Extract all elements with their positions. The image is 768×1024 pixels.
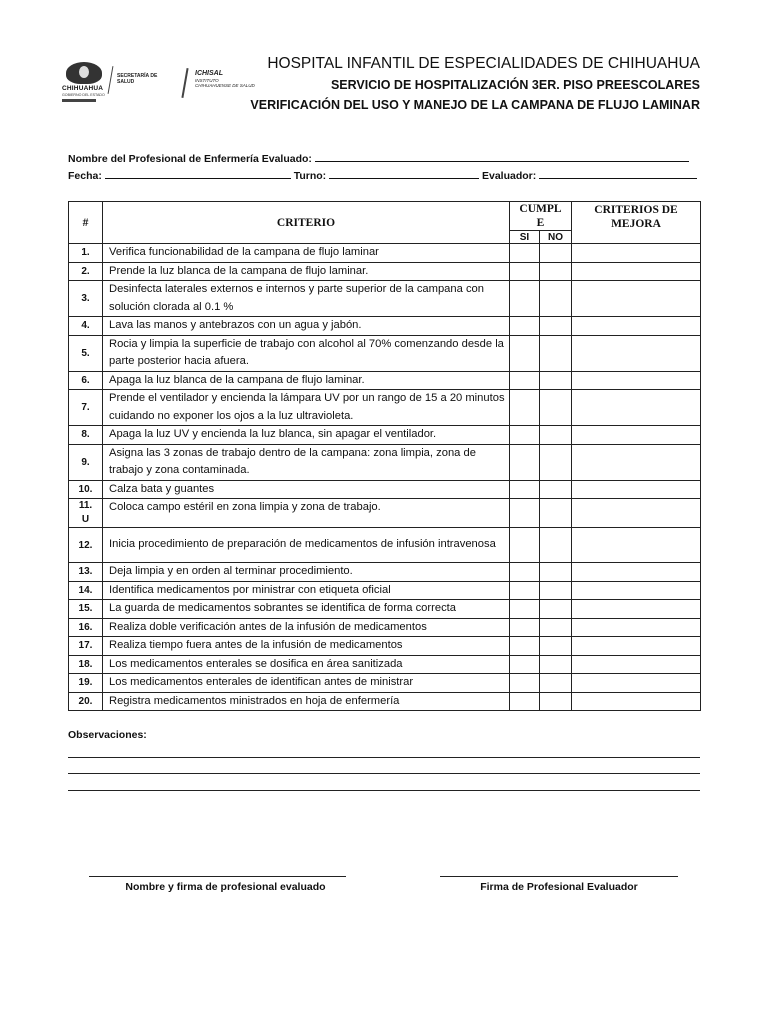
cell-no[interactable] <box>540 581 572 600</box>
logo-stripe <box>62 99 96 102</box>
evaluator-signature-line[interactable] <box>440 876 678 877</box>
row-number-text: 16. <box>78 621 93 633</box>
table-row <box>69 581 701 600</box>
criteria-table-body <box>69 244 701 711</box>
row-number-text: 3. <box>81 293 90 304</box>
logo-sub: GOBIERNO DEL ESTADO <box>62 93 105 97</box>
row-number-text: 15. <box>78 603 93 615</box>
row-number-text: 14. <box>78 584 93 596</box>
logo-word: CHIHUAHUA <box>62 85 104 92</box>
table-row <box>69 244 701 263</box>
row-number <box>69 244 103 263</box>
date-shift-row <box>68 168 697 182</box>
cell-no[interactable] <box>540 528 572 563</box>
criterion-text: Rocia y limpia la superficie de trabajo con alcohol al 70% comenzando desde la parte posterior hacia afuera. <box>103 335 510 371</box>
cell-mejora[interactable] <box>572 335 701 371</box>
cell-mejora[interactable] <box>572 480 701 499</box>
table-row <box>69 600 701 619</box>
table-row <box>69 371 701 390</box>
table-row <box>69 563 701 582</box>
cumple-line2: E <box>536 217 545 229</box>
row-number-text: 1. <box>81 247 90 259</box>
criterion-text: Realiza tiempo fuera antes de la infusión de medicamentos <box>103 637 510 656</box>
cell-si[interactable] <box>510 244 540 263</box>
row-number-text: 10. <box>78 483 93 495</box>
cell-si[interactable] <box>510 655 540 674</box>
row-number <box>69 618 103 637</box>
document-title: VERIFICACIÓN DEL USO Y MANEJO DE LA CAMPANA DE FLUJO LAMINAR <box>250 98 700 112</box>
table-row <box>69 528 701 563</box>
criterion-text: La guarda de medicamentos sobrantes se identifica de forma correcta <box>103 600 510 619</box>
row-number-text: 5. <box>81 347 90 359</box>
table-row <box>69 618 701 637</box>
cell-si[interactable] <box>510 444 540 480</box>
cell-si[interactable] <box>510 281 540 317</box>
row-number-text: 8. <box>81 429 90 441</box>
row-number <box>69 637 103 656</box>
row-number-text: 11. <box>78 500 93 511</box>
shift-input[interactable] <box>329 168 479 179</box>
row-number-text: 4. <box>81 320 90 332</box>
row-number-text: 20. <box>78 695 93 707</box>
cell-no[interactable] <box>540 281 572 317</box>
cell-mejora[interactable] <box>572 637 701 656</box>
table-row <box>69 655 701 674</box>
row-number <box>69 674 103 693</box>
cell-si[interactable] <box>510 581 540 600</box>
evaluator-signature-label: Firma de Profesional Evaluador <box>480 881 638 893</box>
col-cumple-header <box>510 202 572 231</box>
cell-no[interactable] <box>540 600 572 619</box>
table-row <box>69 480 701 499</box>
date-label: Fecha: <box>68 170 102 182</box>
cell-no[interactable] <box>540 563 572 582</box>
ichisal-logo-title: ICHISAL <box>195 70 223 77</box>
table-row <box>69 426 701 445</box>
state-emblem-icon <box>66 62 102 84</box>
row-number-suffix: U <box>81 514 90 525</box>
observations-line[interactable] <box>68 790 700 791</box>
row-number <box>69 317 103 336</box>
row-number <box>69 499 103 528</box>
row-number <box>69 444 103 480</box>
cell-si[interactable] <box>510 390 540 426</box>
criteria-table <box>68 201 701 711</box>
row-number <box>69 563 103 582</box>
cell-no[interactable] <box>540 390 572 426</box>
cell-si[interactable] <box>510 426 540 445</box>
cell-si[interactable] <box>510 335 540 371</box>
secretaria-logo-text: SECRETARÍA DE SALUD <box>117 73 158 85</box>
row-number <box>69 371 103 390</box>
table-row <box>69 674 701 693</box>
service-subtitle: SERVICIO DE HOSPITALIZACIÓN 3ER. PISO PREESCOLARES <box>330 78 700 92</box>
cell-mejora[interactable] <box>572 674 701 693</box>
cell-no[interactable] <box>540 674 572 693</box>
criterion-text: Los medicamentos enterales se dosifica en área sanitizada <box>103 655 510 674</box>
professional-field-row <box>68 151 689 165</box>
cell-mejora[interactable] <box>572 581 701 600</box>
cell-no[interactable] <box>540 262 572 281</box>
cell-si[interactable] <box>510 692 540 711</box>
criterion-text: Coloca campo estéril en zona limpia y zona de trabajo. <box>103 499 510 528</box>
cell-mejora[interactable] <box>572 371 701 390</box>
row-number-text: 12. <box>78 539 93 551</box>
table-row <box>69 444 701 480</box>
cell-mejora[interactable] <box>572 444 701 480</box>
observations-line[interactable] <box>68 773 700 774</box>
row-number-text: 18. <box>78 658 93 670</box>
col-mejora-header <box>572 202 701 244</box>
cell-no[interactable] <box>540 335 572 371</box>
cell-no[interactable] <box>540 618 572 637</box>
row-number-text: 7. <box>81 402 90 413</box>
row-number-text: 19. <box>78 677 93 689</box>
criterion-text: Prende el ventilador y encienda la lámpara UV por un rango de 15 a 20 minutos cuidando no exponer los ojos a la luz ultravioleta. <box>103 390 510 426</box>
criterion-text: Apaga la luz UV y encienda la luz blanca, sin apagar el ventilador. <box>103 426 510 445</box>
criterion-text: Identifica medicamentos por ministrar con etiqueta oficial <box>103 581 510 600</box>
table-row <box>69 637 701 656</box>
row-number-text: 13. <box>78 566 93 578</box>
table-row <box>69 281 701 317</box>
cell-si[interactable] <box>510 618 540 637</box>
cell-si[interactable] <box>510 563 540 582</box>
criterion-text: Lava las manos y antebrazos con un agua y jabón. <box>103 317 510 336</box>
row-number <box>69 281 103 317</box>
row-number <box>69 528 103 563</box>
cell-mejora[interactable] <box>572 528 701 563</box>
criterion-text: Apaga la luz blanca de la campana de flujo laminar. <box>103 371 510 390</box>
cell-mejora[interactable] <box>572 281 701 317</box>
cell-no[interactable] <box>540 317 572 336</box>
criterion-text: Verifica funcionabilidad de la campana de flujo laminar <box>103 244 510 263</box>
col-si-header: SI <box>510 231 540 244</box>
table-row <box>69 499 701 528</box>
cell-no[interactable] <box>540 655 572 674</box>
cell-si[interactable] <box>510 317 540 336</box>
cell-mejora[interactable] <box>572 692 701 711</box>
table-row <box>69 692 701 711</box>
cell-no[interactable] <box>540 444 572 480</box>
cell-mejora[interactable] <box>572 426 701 445</box>
cell-mejora[interactable] <box>572 390 701 426</box>
col-criterio-header: CRITERIO <box>103 202 510 244</box>
logos-group <box>62 52 255 107</box>
shift-label: Turno: <box>293 170 327 182</box>
cell-mejora[interactable] <box>572 600 701 619</box>
evaluator-label: Evaluador: <box>482 170 537 182</box>
row-number <box>69 581 103 600</box>
cell-no[interactable] <box>540 692 572 711</box>
evaluated-signature-label: Nombre y firma de profesional evaluado <box>125 881 326 893</box>
criterion-text: Deja limpia y en orden al terminar procedimiento. <box>103 563 510 582</box>
mejora-line2: MEJORA <box>611 218 661 230</box>
col-num-header: # <box>69 202 103 244</box>
cell-si[interactable] <box>510 528 540 563</box>
cell-mejora[interactable] <box>572 262 701 281</box>
evaluated-signature-line[interactable] <box>89 876 346 877</box>
cell-si[interactable] <box>510 371 540 390</box>
row-number <box>69 480 103 499</box>
cell-no[interactable] <box>540 637 572 656</box>
hospital-title: HOSPITAL INFANTIL DE ESPECIALIDADES DE CHIHUAHUA <box>267 55 700 72</box>
criterion-text: Inicia procedimiento de preparación de medicamentos de infusión intravenosa <box>103 528 510 563</box>
row-number <box>69 692 103 711</box>
criterion-text: Realiza doble verificación antes de la infusión de medicamentos <box>103 618 510 637</box>
cell-mejora[interactable] <box>572 563 701 582</box>
row-number <box>69 600 103 619</box>
cell-mejora[interactable] <box>572 317 701 336</box>
cell-no[interactable] <box>540 244 572 263</box>
cell-no[interactable] <box>540 371 572 390</box>
table-row <box>69 390 701 426</box>
cell-si[interactable] <box>510 637 540 656</box>
cell-mejora[interactable] <box>572 655 701 674</box>
row-number-text: 6. <box>81 374 90 386</box>
row-number <box>69 390 103 426</box>
cell-no[interactable] <box>540 426 572 445</box>
cell-mejora[interactable] <box>572 618 701 637</box>
observations-line[interactable] <box>68 757 700 758</box>
row-number-text: 9. <box>81 456 90 468</box>
row-number-text: 2. <box>81 265 90 277</box>
criterion-text: Calza bata y guantes <box>103 480 510 499</box>
table-row <box>69 317 701 336</box>
ichisal-logo-sub: INSTITUTO CHIHUAHUENSE DE SALUD <box>195 78 255 88</box>
table-row <box>69 262 701 281</box>
evaluator-input[interactable] <box>539 168 697 179</box>
professional-input[interactable] <box>315 151 689 162</box>
logo-divider <box>181 68 188 98</box>
criterion-text: Asigna las 3 zonas de trabajo dentro de la campana: zona limpia, zona de trabajo y zona contaminada. <box>103 444 510 480</box>
cell-si[interactable] <box>510 262 540 281</box>
row-number-text: 17. <box>78 640 93 652</box>
cell-mejora[interactable] <box>572 499 701 528</box>
logo-divider <box>108 66 114 94</box>
row-number <box>69 262 103 281</box>
table-row <box>69 335 701 371</box>
date-input[interactable] <box>105 168 291 179</box>
row-number <box>69 426 103 445</box>
criterion-text: Prende la luz blanca de la campana de flujo laminar. <box>103 262 510 281</box>
cell-mejora[interactable] <box>572 244 701 263</box>
criterion-text: Los medicamentos enterales de identifican antes de ministrar <box>103 674 510 693</box>
observations-label: Observaciones: <box>68 729 147 741</box>
cumple-line1: CUMPL <box>519 203 562 215</box>
criterion-text: Registra medicamentos ministrados en hoja de enfermería <box>103 692 510 711</box>
criterion-text: Desinfecta laterales externos e internos y parte superior de la campana con solución clorada al 0.1 % <box>103 281 510 317</box>
col-no-header: NO <box>540 231 572 244</box>
professional-label: Nombre del Profesional de Enfermería Evaluado: <box>68 153 312 165</box>
cell-si[interactable] <box>510 600 540 619</box>
row-number <box>69 335 103 371</box>
chihuahua-logo <box>62 52 106 107</box>
cell-no[interactable] <box>540 480 572 499</box>
cell-si[interactable] <box>510 480 540 499</box>
cell-si[interactable] <box>510 674 540 693</box>
cell-no[interactable] <box>540 499 572 528</box>
mejora-line1: CRITERIOS DE <box>594 204 678 216</box>
row-number <box>69 655 103 674</box>
cell-si[interactable] <box>510 499 540 528</box>
